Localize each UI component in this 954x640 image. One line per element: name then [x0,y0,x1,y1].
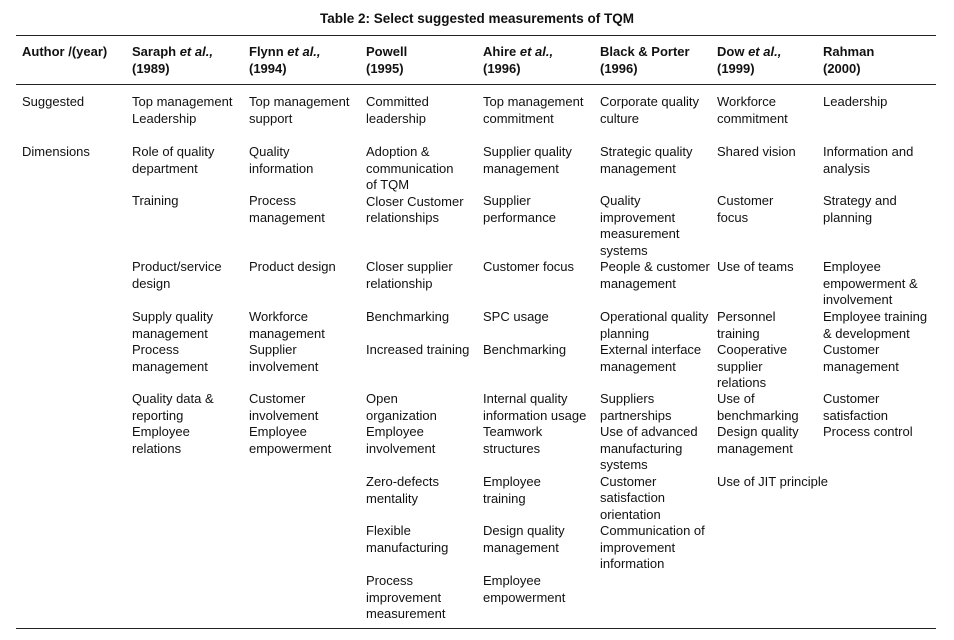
header-dow: Dow et al., (1999) [717,44,782,76]
flynn-cell: Quality information [249,144,314,176]
dow-cell: Use of benchmarking Design quality management [717,391,799,456]
powell-cell: Flexible manufacturing [366,523,449,555]
powell-cell: Zero-defects mentality [366,474,439,506]
ahire-cell: Employee training [483,474,541,506]
top-rule [16,35,936,36]
header-author: Author /(year) [22,44,108,59]
saraph-cell: Training [132,193,179,208]
dow-cell: Personnel training Cooperative supplier relations [717,309,788,390]
powell-cell: Closer supplier relationship [366,259,453,291]
rahman-cell: Leadership [823,94,888,109]
ahire-cell: Supplier quality management [483,144,572,176]
row-label-suggested: Suggested [22,94,85,109]
ahire-cell: Customer focus [483,259,575,274]
row-label-dimensions: Dimensions [22,144,90,159]
ahire-cell: Top management commitment [483,94,584,126]
powell-cell: Committed leadership [366,94,429,126]
ahire-cell: Internal quality information usage Teamwork structures [483,391,587,456]
saraph-cell: Top management Leadership [132,94,233,126]
header-ahire: Ahire et al., (1996) [483,44,554,76]
dow-cell: Use of JIT principle [717,474,829,489]
bottom-rule [16,628,936,629]
black-porter-cell: Operational quality planning External interface management [600,309,709,374]
rahman-cell: Employee empowerment & involvement [823,259,918,307]
flynn-cell: Product design [249,259,336,274]
ahire-cell: Design quality management [483,523,565,555]
dow-cell: Use of teams [717,259,794,274]
header-rahman: Rahman (2000) [823,44,875,76]
rahman-cell: Information and analysis [823,144,914,176]
header-saraph: Saraph et al., (1989) [132,44,213,76]
black-porter-cell: People & customer management [600,259,710,291]
rahman-cell: Customer satisfaction Process control [823,391,913,439]
header-flynn: Flynn et al., (1994) [249,44,321,76]
header-black-porter: Black & Porter (1996) [600,44,690,76]
flynn-cell: Customer involvement Employee empowerment [249,391,332,456]
saraph-cell: Role of quality department [132,144,215,176]
ahire-cell: Employee empowerment [483,573,566,605]
powell-cell: Open organization Employee involvement [366,391,437,456]
dow-cell: Shared vision [717,144,796,159]
ahire-cell: Supplier performance [483,193,556,225]
black-porter-cell: Quality improvement measurement systems [600,193,680,258]
dow-cell: Workforce commitment [717,94,788,126]
saraph-cell: Supply quality management Process management [132,309,213,374]
header-powell: Powell (1995) [366,44,408,76]
dow-cell: Customer focus [717,193,774,225]
saraph-cell: Quality data & reporting Employee relations [132,391,214,456]
black-porter-cell: Corporate quality culture [600,94,699,126]
rahman-cell: Employee training & development Customer management [823,309,928,374]
flynn-cell: Top management support [249,94,350,126]
powell-cell: Increased training [366,342,470,357]
black-porter-cell: Suppliers partnerships Use of advanced manufacturing systems Customer satisfaction orientation Communication of improvement information [600,391,705,571]
saraph-cell: Product/service design [132,259,222,291]
header-rule [16,84,936,85]
powell-cell: Adoption & communication of TQM Closer Customer relationships [366,144,464,225]
black-porter-cell: Strategic quality management [600,144,693,176]
ahire-cell: SPC usage [483,309,549,324]
flynn-cell: Process management [249,193,325,225]
flynn-cell: Workforce management Supplier involvement [249,309,325,374]
powell-cell: Process improvement measurement [366,573,446,621]
ahire-cell: Benchmarking [483,342,567,357]
powell-cell: Benchmarking [366,309,450,324]
table-title: Table 2: Select suggested measurements of TQM [319,11,635,26]
rahman-cell: Strategy and planning [823,193,897,225]
